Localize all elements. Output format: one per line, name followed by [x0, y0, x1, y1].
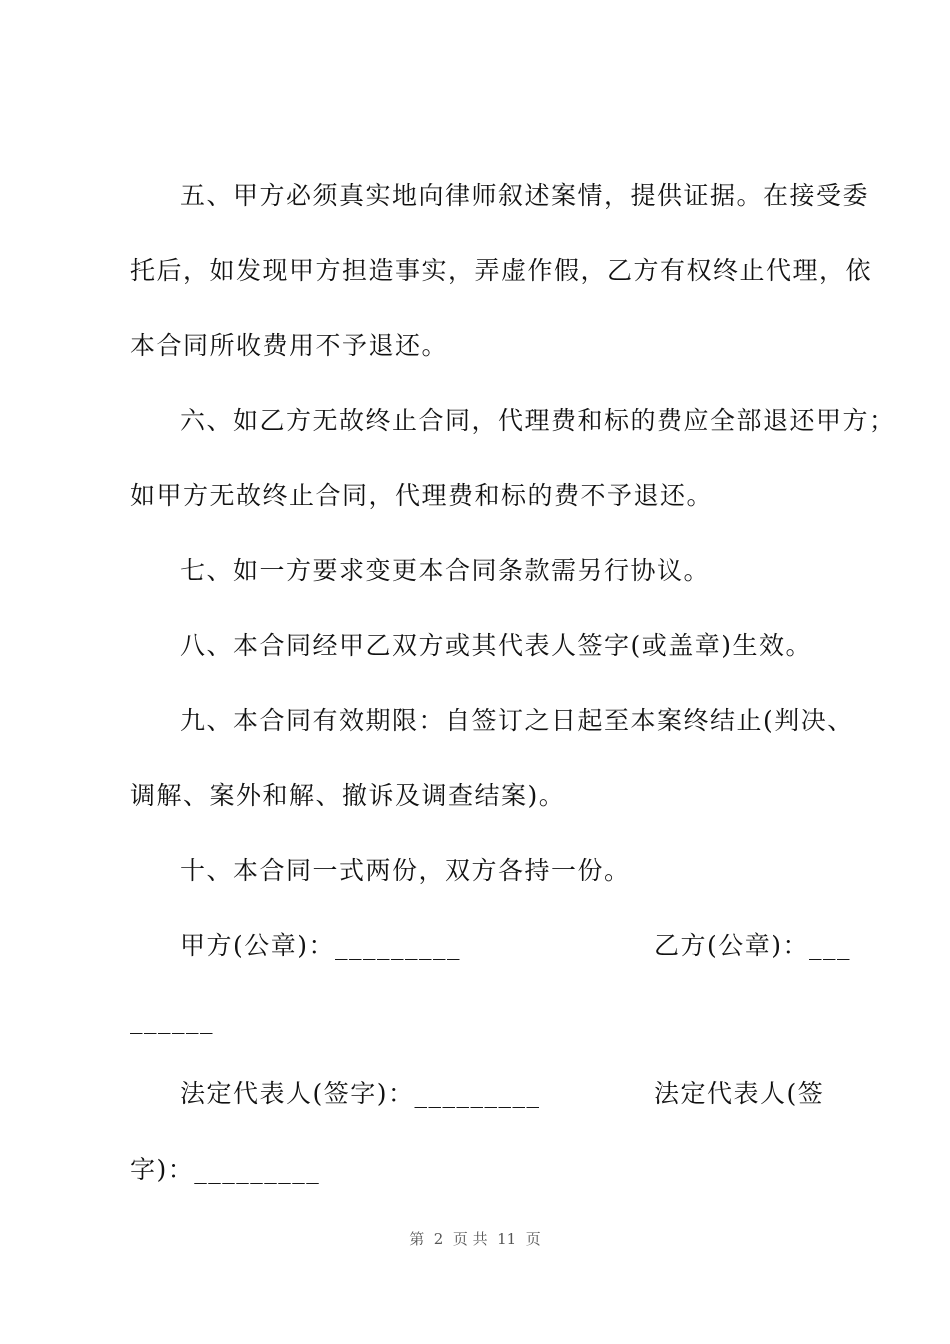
clause-5-line-1: 五、甲方必须真实地向律师叙述案情，提供证据。在接受委: [180, 181, 870, 210]
clause-9-line-1: 九、本合同有效期限：自签订之日起至本案终结止(判决、: [180, 706, 854, 735]
clause-5-line-3: 本合同所收费用不予退还。: [130, 331, 449, 360]
page-number-footer: 第 2 页 共 11 页: [409, 1230, 541, 1248]
clause-5-line-2: 托后，如发现甲方担造事实，弄虚作假，乙方有权终止代理，依: [130, 256, 873, 285]
party-b-seal-field: 乙方(公章)：___: [654, 931, 852, 960]
clause-8: 八、本合同经甲乙双方或其代表人签字(或盖章)生效。: [180, 631, 813, 660]
party-a-seal-field: 甲方(公章)：_________: [180, 931, 462, 960]
clause-9-line-2: 调解、案外和解、撤诉及调查结案)。: [130, 781, 566, 810]
clause-6-line-2: 如甲方无故终止合同，代理费和标的费不予退还。: [130, 481, 714, 510]
party-b-seal-field-continued: ______: [130, 1005, 214, 1034]
clause-10: 十、本合同一式两份，双方各持一份。: [180, 856, 631, 885]
party-b-representative-signature-field-continued: 字)：_________: [130, 1155, 321, 1184]
party-b-representative-signature-field: 法定代表人(签: [654, 1079, 825, 1108]
clause-6-line-1: 六、如乙方无故终止合同，代理费和标的费应全部退还甲方；: [180, 406, 896, 435]
party-a-representative-signature-field: 法定代表人(签字)：_________: [180, 1079, 541, 1108]
clause-7: 七、如一方要求变更本合同条款需另行协议。: [180, 556, 711, 585]
